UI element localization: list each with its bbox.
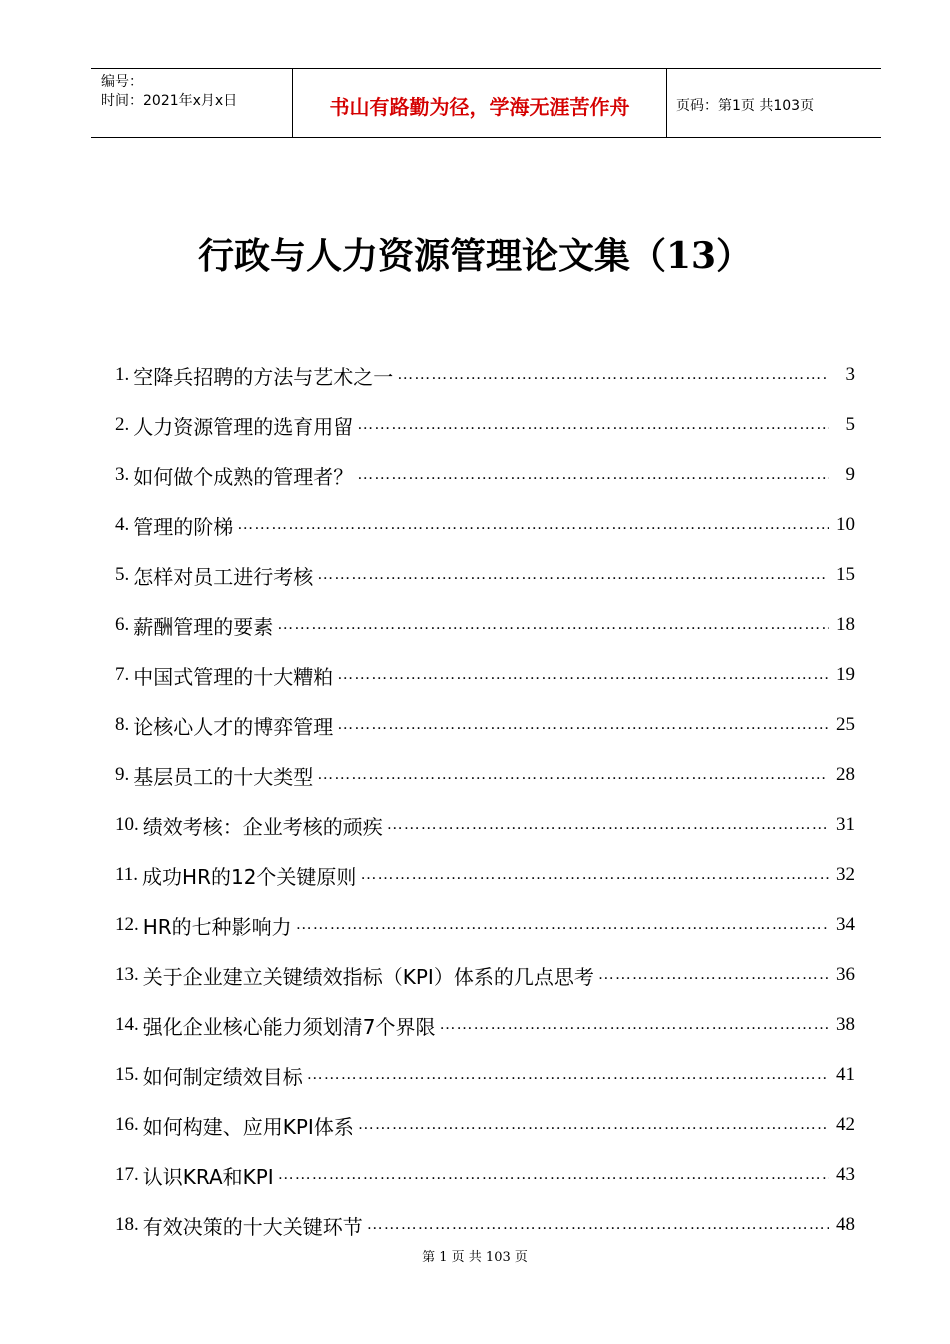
toc-entry-page: 38 [836,1014,855,1035]
toc-leader-dots [358,1116,829,1134]
toc-entry-title: 强化企业核心能力须划清7个界限 [142,1014,436,1039]
document-title: 行政与人力资源管理论文集（13） [197,235,753,277]
toc-entry-title: 如何构建、应用KPI体系 [142,1114,354,1139]
toc-entry[interactable] [115,850,855,900]
date-line: 时间：2021年x月x日 [101,93,238,109]
toc-leader-dots [307,1066,829,1084]
toc-entry-number: 14. [115,1014,139,1035]
toc-entry-page: 9 [845,464,855,485]
toc-leader-dots [367,1216,829,1234]
toc-entry-page: 36 [836,964,855,985]
toc-entry-number: 17. [115,1164,139,1185]
toc-leader-dots [357,466,829,484]
toc-entry-page: 32 [836,864,855,885]
toc-entry-number: 18. [115,1214,139,1235]
toc-entry-title: 基层员工的十大类型 [133,764,314,789]
toc-entry[interactable] [115,350,855,400]
toc-leader-dots [317,766,829,784]
toc-entry-number: 3. [115,464,130,485]
toc-entry-page: 10 [836,514,855,535]
toc-entry-page: 5 [845,414,855,435]
toc-entry-number: 15. [115,1064,139,1085]
toc-entry-title: 薪酬管理的要素 [133,614,274,639]
toc-entry-page: 34 [836,914,855,935]
toc-entry-number: 7. [115,664,130,685]
toc-entry-page: 18 [836,614,855,635]
toc-entry[interactable] [115,900,855,950]
toc-entry[interactable] [115,750,855,800]
toc-entry[interactable] [115,1050,855,1100]
toc-entry-page: 42 [836,1114,855,1135]
toc-entry-number: 9. [115,764,130,785]
toc-entry-page: 3 [845,364,855,385]
serial-number-label: 编号： [101,74,143,90]
toc-leader-dots [278,1166,829,1184]
toc-entry-title: 人力资源管理的选育用留 [133,414,354,439]
toc-entry-number: 1. [115,364,130,385]
toc-entry-number: 6. [115,614,130,635]
toc-leader-dots [337,716,829,734]
toc-entry-page: 41 [836,1064,855,1085]
page-info: 页码：第1页 共103页 [676,98,815,114]
toc-entry-page: 48 [836,1214,855,1235]
toc-leader-dots [296,916,829,934]
toc-entry-title: 如何制定绩效目标 [142,1064,303,1089]
toc-entry-title: 空降兵招聘的方法与艺术之一 [133,364,394,389]
header-meta-cell [91,69,293,137]
toc-entry[interactable] [115,1150,855,1200]
toc-entry[interactable] [115,950,855,1000]
toc-entry-number: 11. [115,864,139,885]
toc-entry[interactable] [115,1200,855,1250]
toc-leader-dots [237,516,829,534]
toc-entry-number: 4. [115,514,130,535]
toc-entry-title: 中国式管理的十大糟粕 [133,664,334,689]
toc-leader-dots [439,1016,829,1034]
toc-entry-number: 2. [115,414,130,435]
toc-leader-dots [317,566,829,584]
toc-entry-number: 13. [115,964,139,985]
toc-entry-number: 12. [115,914,139,935]
toc-leader-dots [277,616,829,634]
toc-entry[interactable] [115,600,855,650]
toc-entry[interactable] [115,700,855,750]
toc-entry[interactable] [115,450,855,500]
toc-entry-page: 25 [836,714,855,735]
toc-entry-title: 成功HR的12个关键原则 [142,864,357,889]
toc-entry-page: 43 [836,1164,855,1185]
motto-text: 书山有路勤为径，学海无涯苦作舟 [329,95,630,119]
toc-leader-dots [337,666,829,684]
toc-leader-dots [360,866,829,884]
toc-leader-dots [387,816,829,834]
toc-entry[interactable] [115,800,855,850]
toc-entry-page: 15 [836,564,855,585]
toc-entry-title: 管理的阶梯 [133,514,234,539]
toc-entry-title: 有效决策的十大关键环节 [142,1214,363,1239]
toc-entry-number: 16. [115,1114,139,1135]
toc-entry-page: 31 [836,814,855,835]
toc-entry-title: 绩效考核：企业考核的顽疾 [142,814,383,839]
toc-entry-title: 认识KRA和KPI [142,1164,274,1189]
toc-entry[interactable] [115,650,855,700]
toc-entry-page: 28 [836,764,855,785]
header-motto-cell [293,69,667,137]
toc-entry[interactable] [115,1000,855,1050]
page-footer: 第 1 页 共 103 页 [422,1250,528,1265]
toc-entry[interactable] [115,550,855,600]
toc-entry-page: 19 [836,664,855,685]
toc-entry-number: 5. [115,564,130,585]
toc-entry[interactable] [115,400,855,450]
table-of-contents [115,350,855,1250]
toc-leader-dots [357,416,829,434]
toc-entry[interactable] [115,500,855,550]
toc-entry-number: 10. [115,814,139,835]
toc-entry-title: 论核心人才的博弈管理 [133,714,334,739]
toc-entry-title: 如何做个成熟的管理者？ [133,464,354,489]
document-header [91,68,881,138]
header-page-cell [667,69,881,137]
toc-entry-title: 怎样对员工进行考核 [133,564,314,589]
toc-entry-title: 关于企业建立关键绩效指标（KPI）体系的几点思考 [142,964,594,989]
toc-leader-dots [598,966,829,984]
toc-entry-number: 8. [115,714,130,735]
toc-entry-title: HR的七种影响力 [142,914,292,939]
toc-leader-dots [397,366,829,384]
toc-entry[interactable] [115,1100,855,1150]
